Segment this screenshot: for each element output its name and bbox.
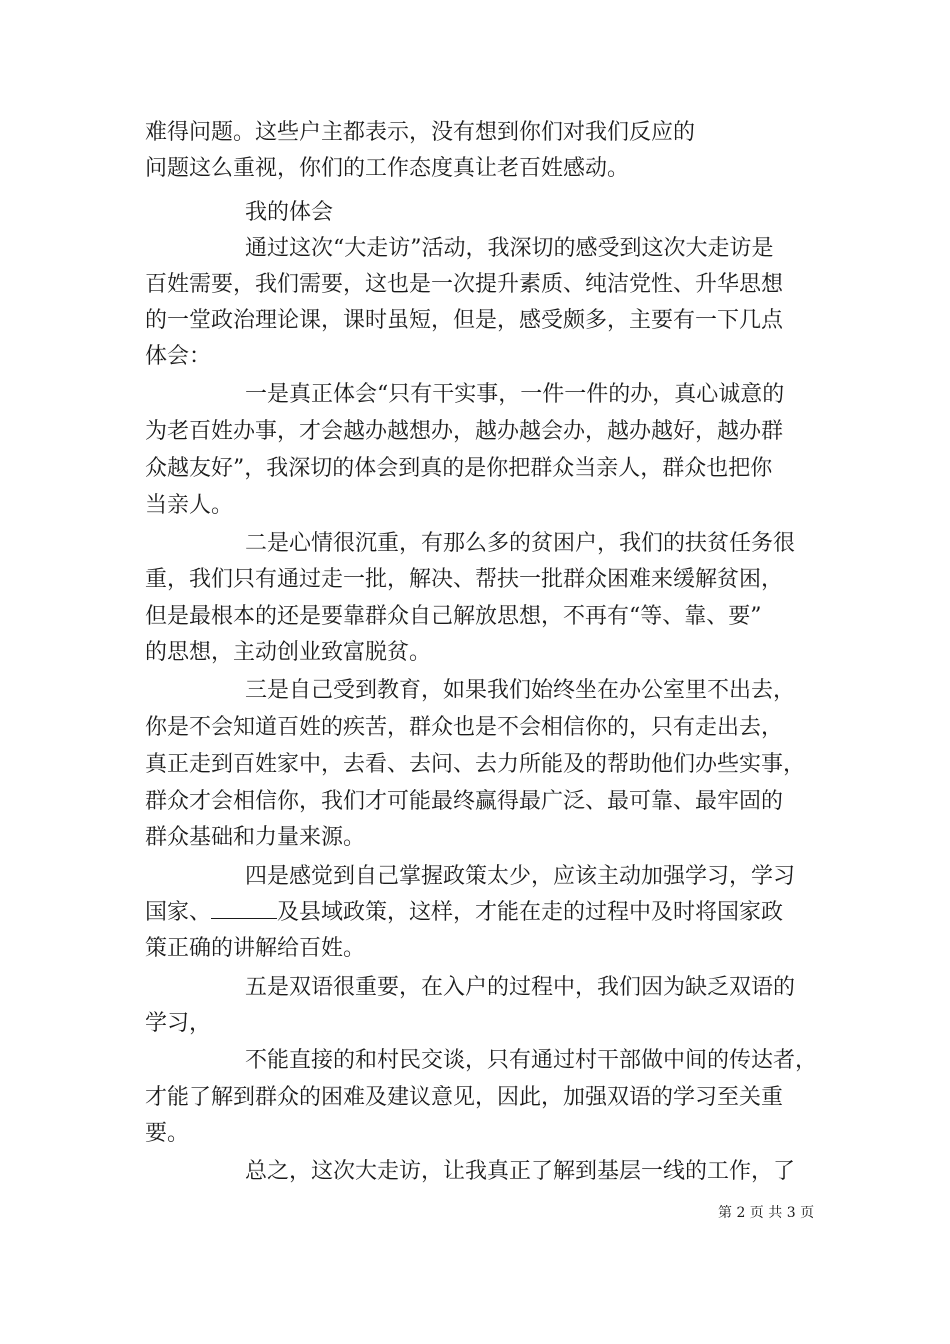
text-line: 三是自己受到教育，如果我们始终坐在办公室里不出去，	[245, 678, 796, 703]
text-line: 重，我们只有通过走一批，解决、帮扶一批群众困难来缓解贫困，	[145, 567, 784, 592]
text-line: 真正走到百姓家中，去看、去问、去力所能及的帮助他们办些实事，	[145, 752, 806, 777]
text-line: 四是感觉到自己掌握政策太少，应该主动加强学习，学习	[245, 864, 796, 889]
text-fragment: 国家、	[145, 900, 212, 925]
text-line: 体会：	[145, 344, 212, 369]
text-line: 不能直接的和村民交谈，只有通过村干部做中间的传达者，	[245, 1048, 818, 1073]
text-line: 才能了解到群众的困难及建议意见，因此，加强双语的学习至关重	[145, 1085, 784, 1110]
text-line: 一是真正体会“只有干实事，一件一件的办，真心诚意的	[245, 382, 785, 407]
text-line: 百姓需要，我们需要，这也是一次提升素质、纯洁党性、升华思想	[145, 272, 784, 297]
section-heading: 我的体会	[245, 200, 334, 225]
text-line: 五是双语很重要，在入户的过程中，我们因为缺乏双语的	[245, 975, 796, 1000]
page-number: 第 2 页 共 3 页	[718, 1205, 815, 1221]
text-line: 当亲人。	[145, 493, 234, 518]
text-line: 众越友好”，我深切的体会到真的是你把群众当亲人，群众也把你	[145, 456, 773, 481]
text-line: 群众基础和力量来源。	[145, 825, 366, 850]
text-line: 通过这次“大走访”活动，我深切的感受到这次大走访是	[245, 236, 774, 261]
text-line-with-blank	[145, 898, 783, 928]
text-line: 学习，	[145, 1011, 212, 1036]
text-line: 你是不会知道百姓的疾苦，群众也是不会相信你的，只有走出去，	[145, 715, 784, 740]
text-line: 的思想，主动创业致富脱贫。	[145, 640, 432, 665]
text-line: 总之，这次大走访，让我真正了解到基层一线的工作，了	[245, 1159, 796, 1184]
text-line: 要。	[145, 1121, 190, 1146]
text-line: 为老百姓办事，才会越办越想办，越办越会办，越办越好，越办群	[145, 419, 784, 444]
text-line: 二是心情很沉重，有那么多的贫困户，我们的扶贫任务很	[245, 531, 796, 556]
text-fragment: 及县域政策，这样，才能在走的过程中及时将国家政	[277, 900, 784, 925]
fill-in-blank	[211, 898, 277, 919]
text-line: 问题这么重视，你们的工作态度真让老百姓感动。	[145, 156, 630, 181]
text-line: 群众才会相信你，我们才可能最终赢得最广泛、最可靠、最牢固的	[145, 789, 784, 814]
text-line: 难得问题。这些户主都表示，没有想到你们对我们反应的	[145, 120, 696, 145]
text-line: 的一堂政治理论课，课时虽短，但是，感受颇多，主要有一下几点	[145, 308, 784, 333]
text-line: 但是最根本的还是要靠群众自己解放思想，不再有“等、靠、要”	[145, 604, 762, 629]
text-line: 策正确的讲解给百姓。	[145, 936, 366, 961]
